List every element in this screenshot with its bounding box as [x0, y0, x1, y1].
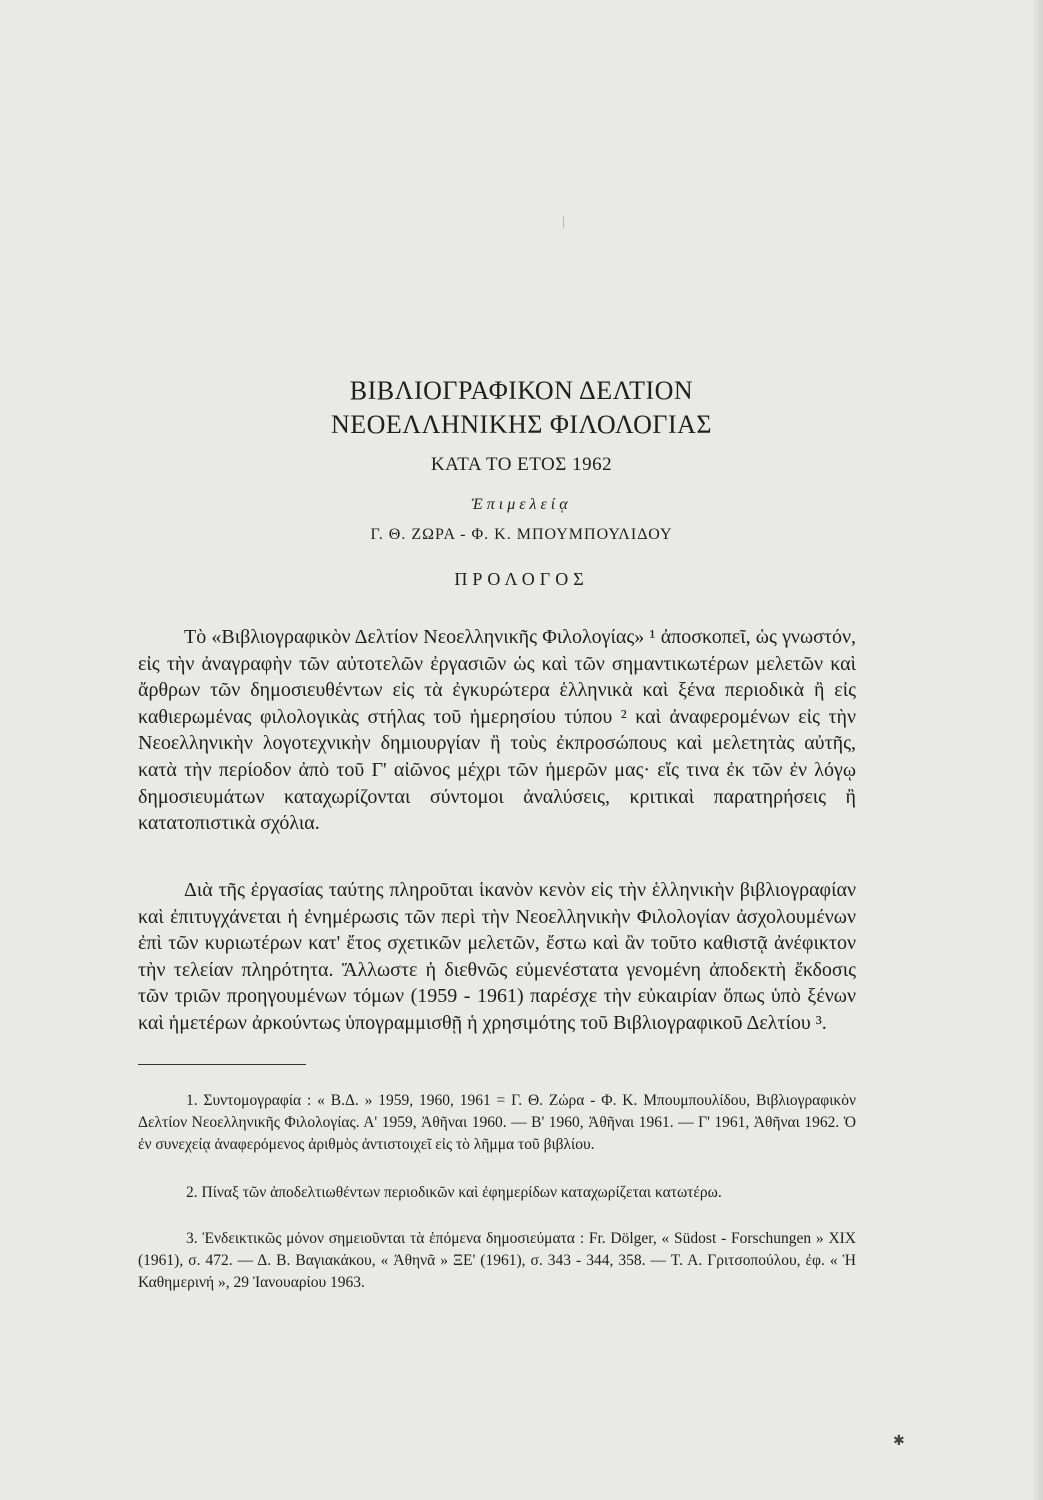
corner-mark: ✱ — [893, 1433, 905, 1449]
paper-fleck — [563, 216, 564, 228]
prologue-heading: ΠΡΟΛΟΓΟΣ — [454, 569, 589, 589]
title-line-2: ΝΕΟΕΛΛΗΝΙΚΗΣ ΦΙΛΟΛΟΓΙΑΣ — [330, 410, 713, 439]
prologue-paragraph-1: Τὸ «Βιβλιογραφικὸν Δελτίον Νεοελληνικῆς Φιλολογίας» ¹ ἀποσκοπεῖ, ὡς γνωστόν, εἰς τὴν ἀναγραφὴν τῶν αὐτοτελῶν ἐργασιῶν ὡς καὶ τῶν σημαντικωτέρων μελετῶν καὶ ἄρθρων τῶν δημοσιευθέντων εἰς τὰ ἐγκυρώτερα ἑλληνικὰ καὶ ξένα περιοδικὰ ἢ εἰς καθιερωμένας φιλολογικὰς στήλας τοῦ ἡμερησίου τύπου ² καὶ ἀναφερομένων εἰς τὴν Νεοελληνικὴν λογοτεχνικὴν δημιουργίαν ἢ τοὺς ἐκπροσώπους καὶ μελετητὰς αὐτῆς, κατὰ τὴν περίοδον ἀπὸ τοῦ Γ' αἰῶνος μέχρι τῶν ἡμερῶν μας· εἴς τινα ἐκ τῶν ἐν λόγῳ δημοσιευμάτων καταχωρίζονται σύντομοι ἀναλύσεις, κριτικαὶ παρατηρήσεις ἢ κατατοπιστικὰ σχόλια. — [138, 626, 856, 835]
title-line-1: ΒΙΒΛΙΟΓΡΑΦΙΚΟΝ ΔΕΛΤΙΟΝ — [349, 376, 694, 405]
editing-label: Ἐπιμελείᾳ — [471, 496, 572, 513]
page-edge-shadow — [1033, 0, 1043, 1500]
footnote-2: 2. Πίναξ τῶν ἀποδελτιωθέντων περιοδικῶν καὶ ἐφημερίδων καταχωρίζεται κατωτέρω. — [186, 1183, 722, 1201]
title-line-3: ΚΑΤΑ ΤΟ ΕΤΟΣ 1962 — [430, 454, 613, 475]
footnote-3: 3. Ἐνδεικτικῶς μόνον σημειοῦνται τὰ ἑπόμενα δημοσιεύματα : Fr. Dölger, « Südost - Forschungen » XIX (1961), σ. 472. — Δ. Β. Βαγιακάκου, « Ἀθηνᾶ » ΞΕ' (1961), σ. 343 - 344, 358. — Τ. Α. Γριτσοπούλου, ἐφ. « Ἡ Καθημερινή », 29 Ἰανουαρίου 1963. — [138, 1229, 856, 1291]
prologue-paragraph-2: Διὰ τῆς ἐργασίας ταύτης πληροῦται ἱκανὸν κενὸν εἰς τὴν ἑλληνικὴν βιβλιογραφίαν καὶ ἐπιτυγχάνεται ἡ ἐνημέρωσις τῶν περὶ τὴν Νεοελληνικὴν Φιλολογίαν ἀσχολουμένων ἐπὶ τῶν κυριωτέρων κατ' ἔτος σχετικῶν μελετῶν, ἔστω καὶ ἂν τοῦτο καθιστᾷ ἀνέφικτον τὴν τελείαν πληρότητα. Ἄλλωστε ἡ διεθνῶς εὐμενέστατα γενομένη ἀποδεκτὴ ἔκδοσις τῶν τριῶν προηγουμένων τόμων (1959 - 1961) παρέσχε τὴν εὐκαιρίαν ὅπως ὑπὸ ξένων καὶ ἡμετέρων ἀρκούντως ὑπογραμμισθῇ ἡ χρησιμότης τοῦ Βιβλιογραφικοῦ Δελτίου ³. — [138, 879, 856, 1034]
footnote-separator — [138, 1064, 306, 1065]
footnote-1: 1. Συντομογραφία : « Β.Δ. » 1959, 1960, 1961 = Γ. Θ. Ζώρα - Φ. Κ. Μπουμπουλίδου, Βιβλιογραφικὸν Δελτίον Νεοελληνικῆς Φιλολογίας. Α' 1959, Ἀθῆναι 1960. — Β' 1960, Ἀθῆναι 1961. — Γ' 1961, Ἀθῆναι 1962. Ὁ ἐν συνεχείᾳ ἀναφερόμενος ἀριθμὸς ἀντιστοιχεῖ εἰς τὸ λῆμμα τοῦ βιβλίου. — [138, 1091, 856, 1153]
editors-names: Γ. Θ. ΖΩΡΑ - Φ. Κ. ΜΠΟΥΜΠΟΥΛΙΔΟΥ — [370, 526, 673, 543]
